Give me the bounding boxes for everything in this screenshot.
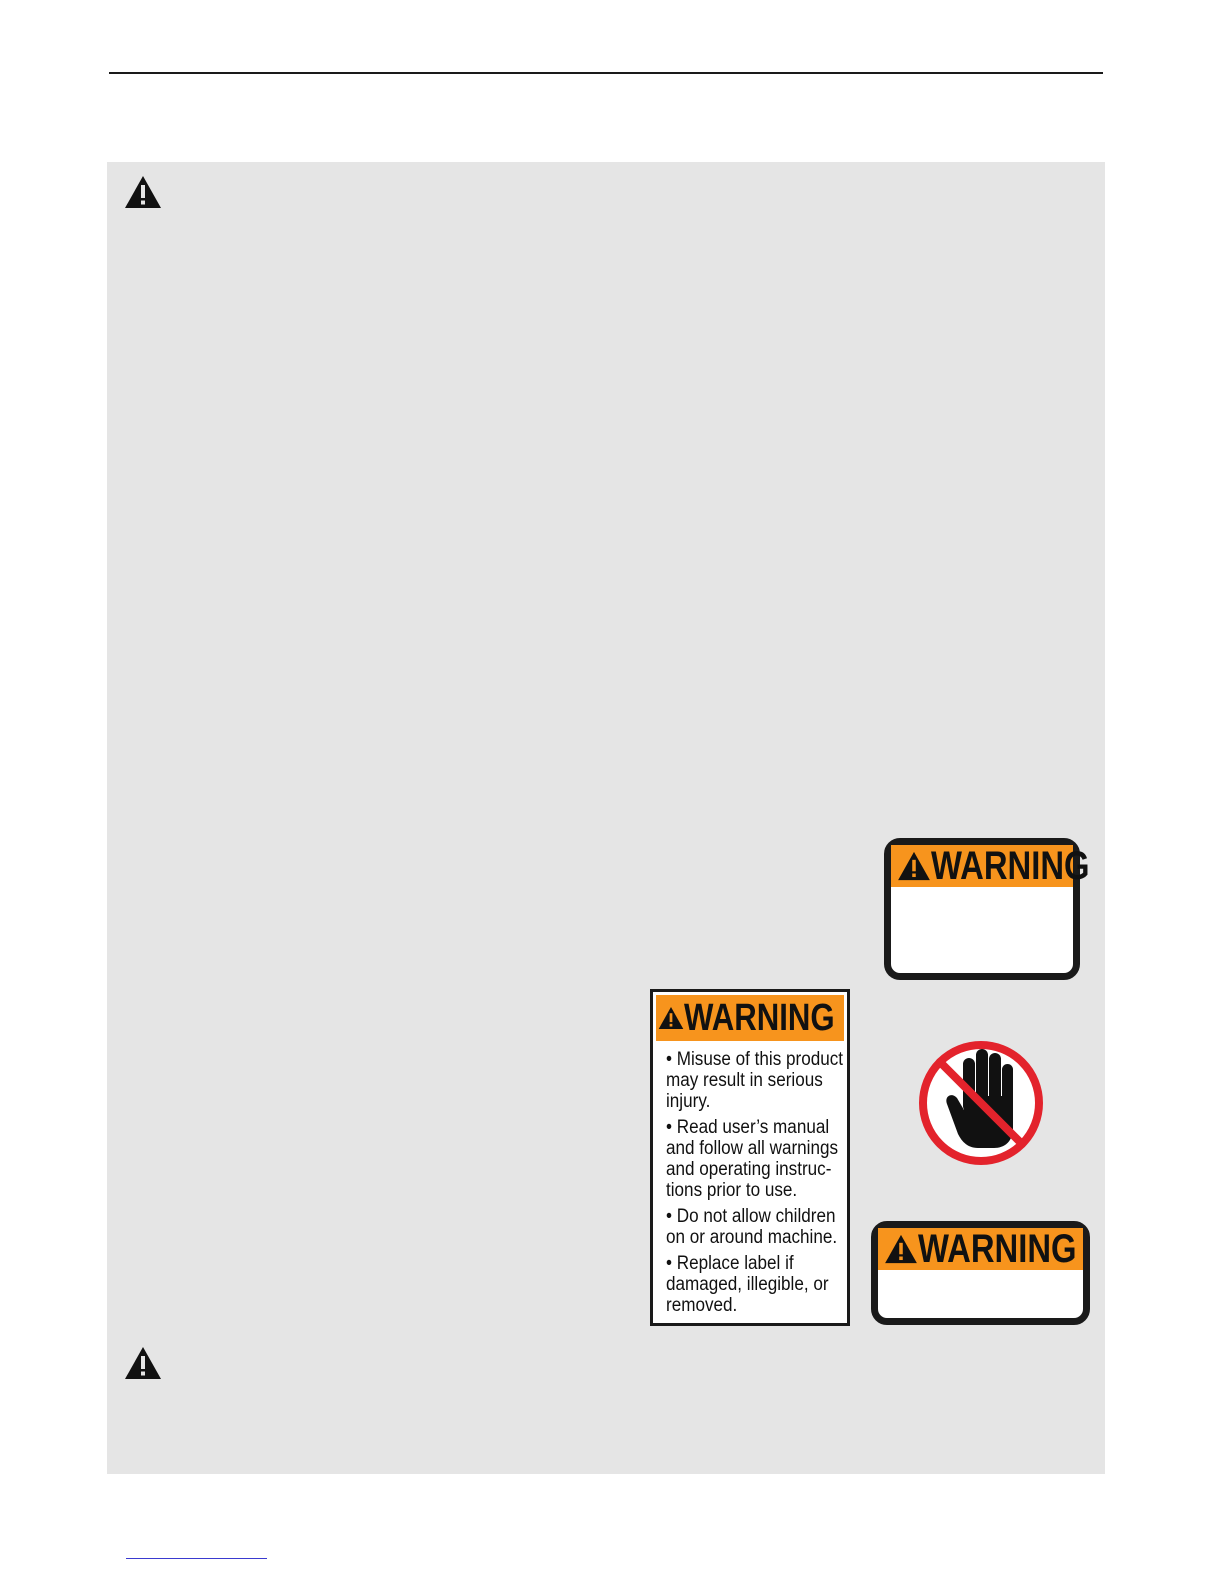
- warning-word: WARNING: [931, 843, 1090, 888]
- top-rule: [109, 72, 1103, 74]
- no-hand-icon: [914, 1036, 1048, 1170]
- warning-triangle-icon: [658, 1006, 684, 1030]
- warning-bullet-list: [656, 1041, 844, 1316]
- warning-label-header: [656, 995, 844, 1041]
- warning-label-center: [650, 989, 850, 1326]
- warning-bullet: • Read user’s manual and follow all warnings and operating instruc-tions prior to use.: [666, 1117, 839, 1201]
- warning-triangle-icon: [124, 175, 162, 209]
- warning-bullet: • Do not allow children on or around machine.: [666, 1206, 838, 1248]
- footer-link-underline[interactable]: [126, 1558, 267, 1559]
- warning-bullet: • Misuse of this product may result in serious injury.: [666, 1049, 844, 1112]
- warning-label-inner: [653, 992, 847, 1323]
- warning-decal-header: [878, 1228, 1083, 1270]
- warning-triangle-icon: [897, 851, 931, 881]
- warning-decal-bottom-right: [871, 1221, 1090, 1325]
- warning-decal-top-right: [884, 838, 1090, 980]
- warning-triangle-icon: [124, 1346, 162, 1380]
- warning-word: WARNING: [918, 1226, 1077, 1271]
- warning-bullet: • Replace label if damaged, illegible, or removed.: [666, 1253, 829, 1316]
- warning-triangle-icon: [884, 1234, 918, 1264]
- warning-word: WARNING: [684, 996, 835, 1039]
- warning-decal-header: [891, 843, 1090, 888]
